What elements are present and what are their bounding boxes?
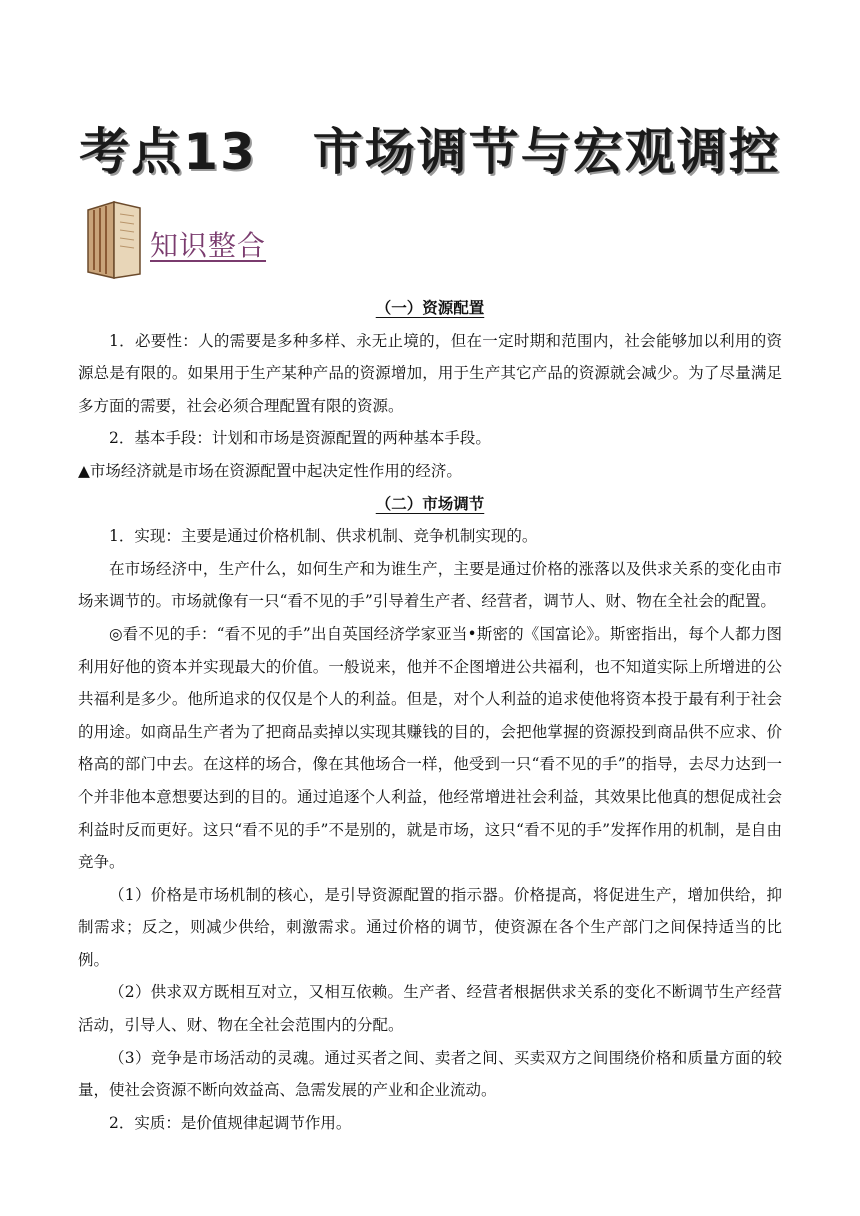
paragraph-basic-means: 2．基本手段：计划和市场是资源配置的两种基本手段。	[109, 429, 491, 448]
knowledge-banner	[84, 200, 344, 284]
paragraph-market-economy-note: ▲市场经济就是市场在资源配置中起决定性作用的经济。	[78, 461, 462, 480]
document-body	[78, 292, 782, 1139]
section-heading-resource-allocation: （一）资源配置	[375, 298, 485, 317]
paragraph-necessity: 1．必要性：人的需要是多种多样、永无止境的，但在一定时期和范围内，社会能够加以利用的资源总是有限的。如果用于生产某种产品的资源增加，用于生产其它产品的资源就会减少。为了尽量满足多方面的需要，社会必须合理配置有限的资源。	[78, 331, 782, 415]
book-icon	[84, 200, 146, 280]
paragraph-market-economy: 在市场经济中，生产什么，如何生产和为谁生产，主要是通过价格的涨落以及供求关系的变化由市场来调节的。市场就像有一只“看不见的手”引导着生产者、经营者，调节人、财、物在全社会的配置。	[78, 559, 782, 611]
paragraph-invisible-hand: ◎看不见的手：“看不见的手”出自英国经济学家亚当•斯密的《国富论》。斯密指出，每个人都力图利用好他的资本并实现最大的价值。一般说来，他并不企图增进公共福利，也不知道实际上所增进的公共福利是多少。他所追求的仅仅是个人的利益。但是，对个人利益的追求使他将资本投于最有利于社会的用途。如商品生产者为了把商品卖掉以实现其赚钱的目的，会把他掌握的资源投到商品供不应求、价格高的部门中去。在这样的场合，像在其他场合一样，他受到一只“看不见的手”的指导，去尽力达到一个并非他本意想要达到的目的。通过追逐个人利益，他经常增进社会利益，其效果比他真的想促成社会利益时反而更好。这只“看不见的手”不是别的，就是市场，这只“看不见的手”发挥作用的机制，是自由竞争。	[78, 624, 782, 872]
section-heading-market-regulation: （二）市场调节	[375, 493, 485, 513]
banner-label: 知识整合	[150, 229, 267, 262]
title-subject: 市场调节与宏观调控	[312, 123, 781, 181]
paragraph-essence: 2．实质：是价值规律起调节作用。	[109, 1113, 352, 1132]
page-title	[0, 112, 860, 184]
title-number: 13	[183, 123, 257, 181]
paragraph-price-mechanism: （1）价格是市场机制的核心，是引导资源配置的指示器。价格提高，将促进生产，增加供给，抑制需求；反之，则减少供给，刺激需求。通过价格的调节，使资源在各个生产部门之间保持适当的比例。	[78, 885, 782, 969]
title-prefix: 考点	[79, 123, 184, 181]
paragraph-realization: 1．实现：主要是通过价格机制、供求机制、竞争机制实现的。	[109, 527, 538, 546]
paragraph-competition: （3）竞争是市场活动的灵魂。通过买者之间、卖者之间、买卖双方之间围绕价格和质量方面的较量，使社会资源不断向效益高、急需发展的产业和企业流动。	[78, 1048, 782, 1100]
paragraph-supply-demand: （2）供求双方既相互对立，又相互依赖。生产者、经营者根据供求关系的变化不断调节生产经营活动，引导人、财、物在全社会范围内的分配。	[78, 983, 782, 1035]
